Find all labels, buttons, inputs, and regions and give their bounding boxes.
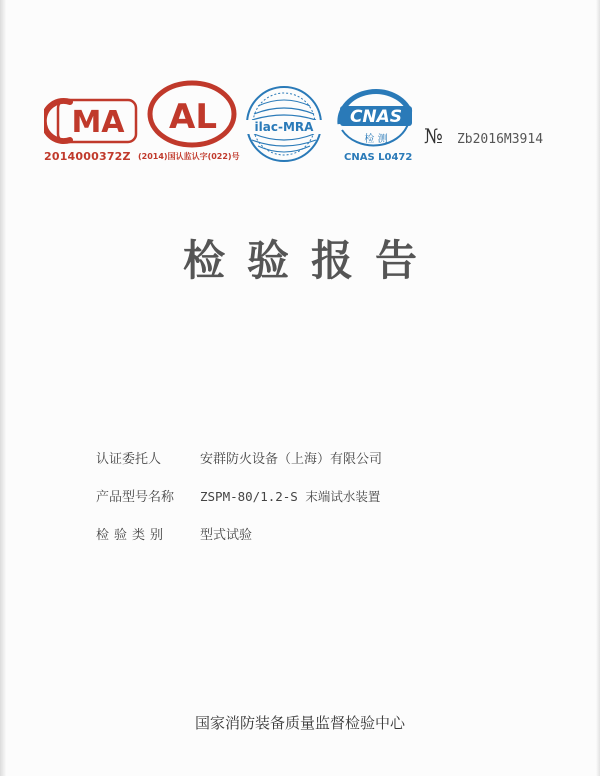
scan-edge-left xyxy=(0,0,6,776)
report-number-symbol: № xyxy=(424,124,443,148)
test-type-label: 检验类别 xyxy=(96,528,169,543)
ilac-mra-logo xyxy=(244,84,324,164)
ilac-logo-text: ilac-MRA xyxy=(254,120,314,134)
cma-logo-text: MA xyxy=(71,105,125,140)
cal-code: (2014)国认监认字(022)号 xyxy=(138,152,240,161)
issuing-organization: 国家消防装备质量监督检验中心 xyxy=(194,714,405,732)
client-value: 安群防火设备（上海）有限公司 xyxy=(200,452,383,467)
product-label: 产品型号名称 xyxy=(96,490,175,505)
document-title: 检验报告 xyxy=(182,236,439,285)
client-label: 认证委托人 xyxy=(96,452,162,467)
cma-logo xyxy=(44,96,140,146)
info-row-product xyxy=(96,486,382,524)
scan-edge-right xyxy=(596,0,600,776)
product-value: ZSPM-80/1.2-S 末端试水装置 xyxy=(200,489,381,504)
report-number-value: Zb2016M3914 xyxy=(456,132,544,147)
cal-logo xyxy=(146,80,238,148)
info-row-test-type xyxy=(96,524,382,562)
cma-code: 2014000372Z xyxy=(44,150,131,163)
cal-logo-text: AL xyxy=(169,97,217,137)
test-type-value: 型式试验 xyxy=(200,528,253,543)
info-row-client xyxy=(96,448,382,486)
cnas-logo xyxy=(332,84,418,152)
cnas-code: CNAS L0472 xyxy=(344,152,413,163)
cnas-sub-text: 检 测 xyxy=(364,134,388,145)
cnas-logo-text: CNAS xyxy=(349,107,403,127)
report-info xyxy=(96,448,382,562)
report-number xyxy=(424,124,543,148)
